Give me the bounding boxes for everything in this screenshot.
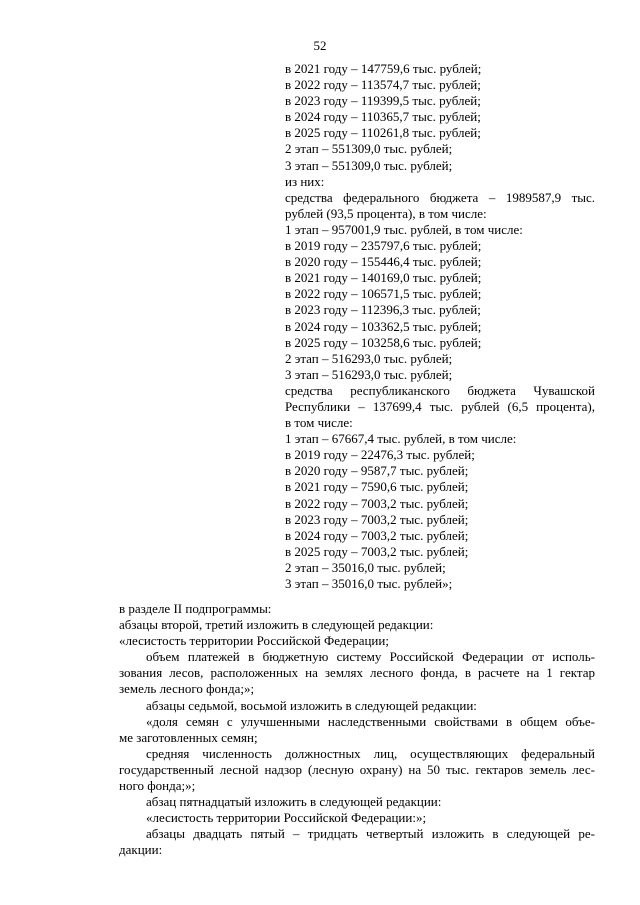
funding-line: в 2019 году – 235797,6 тыс. рублей;	[285, 238, 482, 254]
paragraph-line: абзацы двадцать пятый – тридцать четвертый изложить в следующей ре-	[146, 826, 595, 842]
paragraph-line: ного фонда;»;	[119, 778, 196, 794]
funding-line: в 2023 году – 119399,5 тыс. рублей;	[285, 93, 481, 109]
paragraph-line: «доля семян с улучшенными наследственными свойствами в общем объе-	[146, 713, 595, 729]
funding-breakdown-block	[285, 61, 595, 592]
funding-line: Республики – 137699,4 тыс. рублей (6,5 процента),	[285, 398, 595, 414]
funding-line: в 2024 году – 110365,7 тыс. рублей;	[285, 109, 481, 125]
funding-line: средства республиканского бюджета Чувашской	[285, 382, 595, 398]
page-number: 52	[313, 38, 327, 53]
paragraph-line: абзац пятнадцатый изложить в следующей редакции:	[146, 794, 442, 810]
funding-line: в 2025 году – 7003,2 тыс. рублей;	[285, 543, 469, 559]
funding-line: в 2023 году – 7003,2 тыс. рублей;	[285, 511, 469, 527]
funding-line: рублей (93,5 процента), в том числе:	[285, 205, 487, 221]
funding-line: 2 этап – 35016,0 тыс. рублей;	[285, 559, 446, 575]
funding-line: 2 этап – 551309,0 тыс. рублей;	[285, 141, 453, 157]
paragraph-line: государственный лесной надзор (лесную охрану) на 50 тыс. гектаров земель лес-	[119, 761, 595, 777]
funding-line: в 2021 году – 140169,0 тыс. рублей;	[285, 270, 482, 286]
funding-line: 1 этап – 67667,4 тыс. рублей, в том числе:	[285, 431, 517, 447]
funding-line: в 2025 году – 110261,8 тыс. рублей;	[285, 125, 481, 141]
funding-line: 2 этап – 516293,0 тыс. рублей;	[285, 350, 453, 366]
paragraph-line: дакции:	[119, 842, 163, 858]
paragraph-line: абзацы второй, третий изложить в следующей редакции:	[119, 617, 434, 633]
paragraph-line: средняя численность должностных лиц, осуществляющих федеральный	[146, 745, 595, 761]
funding-line: в том числе:	[285, 415, 353, 431]
funding-line: в 2025 году – 103258,6 тыс. рублей;	[285, 334, 482, 350]
funding-line: в 2022 году – 113574,7 тыс. рублей;	[285, 77, 481, 93]
funding-line: 3 этап – 551309,0 тыс. рублей;	[285, 157, 453, 173]
paragraph-line: в разделе II подпрограммы:	[119, 601, 272, 616]
paragraph-line: объем платежей в бюджетную систему Российской Федерации от исполь-	[146, 649, 595, 665]
paragraph-line: зования лесов, расположенных на землях лесного фонда, в расчете на 1 гектар	[119, 665, 595, 681]
funding-line: средства федерального бюджета – 1989587,9 тыс.	[285, 189, 595, 205]
funding-line: в 2022 году – 106571,5 тыс. рублей;	[285, 286, 482, 302]
paragraph-line: «лесистость территории Российской Федерации;	[119, 633, 389, 649]
amendment-text-block	[119, 601, 595, 859]
funding-line: 3 этап – 516293,0 тыс. рублей;	[285, 366, 453, 382]
paragraph-line: земель лесного фонда;»;	[119, 681, 255, 697]
funding-line: в 2021 году – 147759,6 тыс. рублей;	[285, 61, 482, 76]
funding-line: в 2024 году – 7003,2 тыс. рублей;	[285, 527, 469, 543]
funding-line: в 2023 году – 112396,3 тыс. рублей;	[285, 302, 481, 318]
funding-line: в 2021 году – 7590,6 тыс. рублей;	[285, 479, 469, 495]
paragraph-line: ме заготовленных семян;	[119, 729, 258, 745]
paragraph-line: «лесистость территории Российской Федерации:»;	[146, 810, 427, 826]
funding-line: в 2024 году – 103362,5 тыс. рублей;	[285, 318, 482, 334]
funding-line: из них:	[285, 173, 325, 189]
funding-line: 3 этап – 35016,0 тыс. рублей»;	[285, 576, 453, 591]
funding-line: в 2020 году – 155446,4 тыс. рублей;	[285, 254, 482, 270]
funding-line: в 2022 году – 7003,2 тыс. рублей;	[285, 495, 469, 511]
funding-line: 1 этап – 957001,9 тыс. рублей, в том числе:	[285, 221, 523, 237]
funding-line: в 2020 году – 9587,7 тыс. рублей;	[285, 463, 469, 479]
paragraph-line: абзацы седьмой, восьмой изложить в следующей редакции:	[146, 697, 477, 713]
funding-line: в 2019 году – 22476,3 тыс. рублей;	[285, 447, 475, 463]
